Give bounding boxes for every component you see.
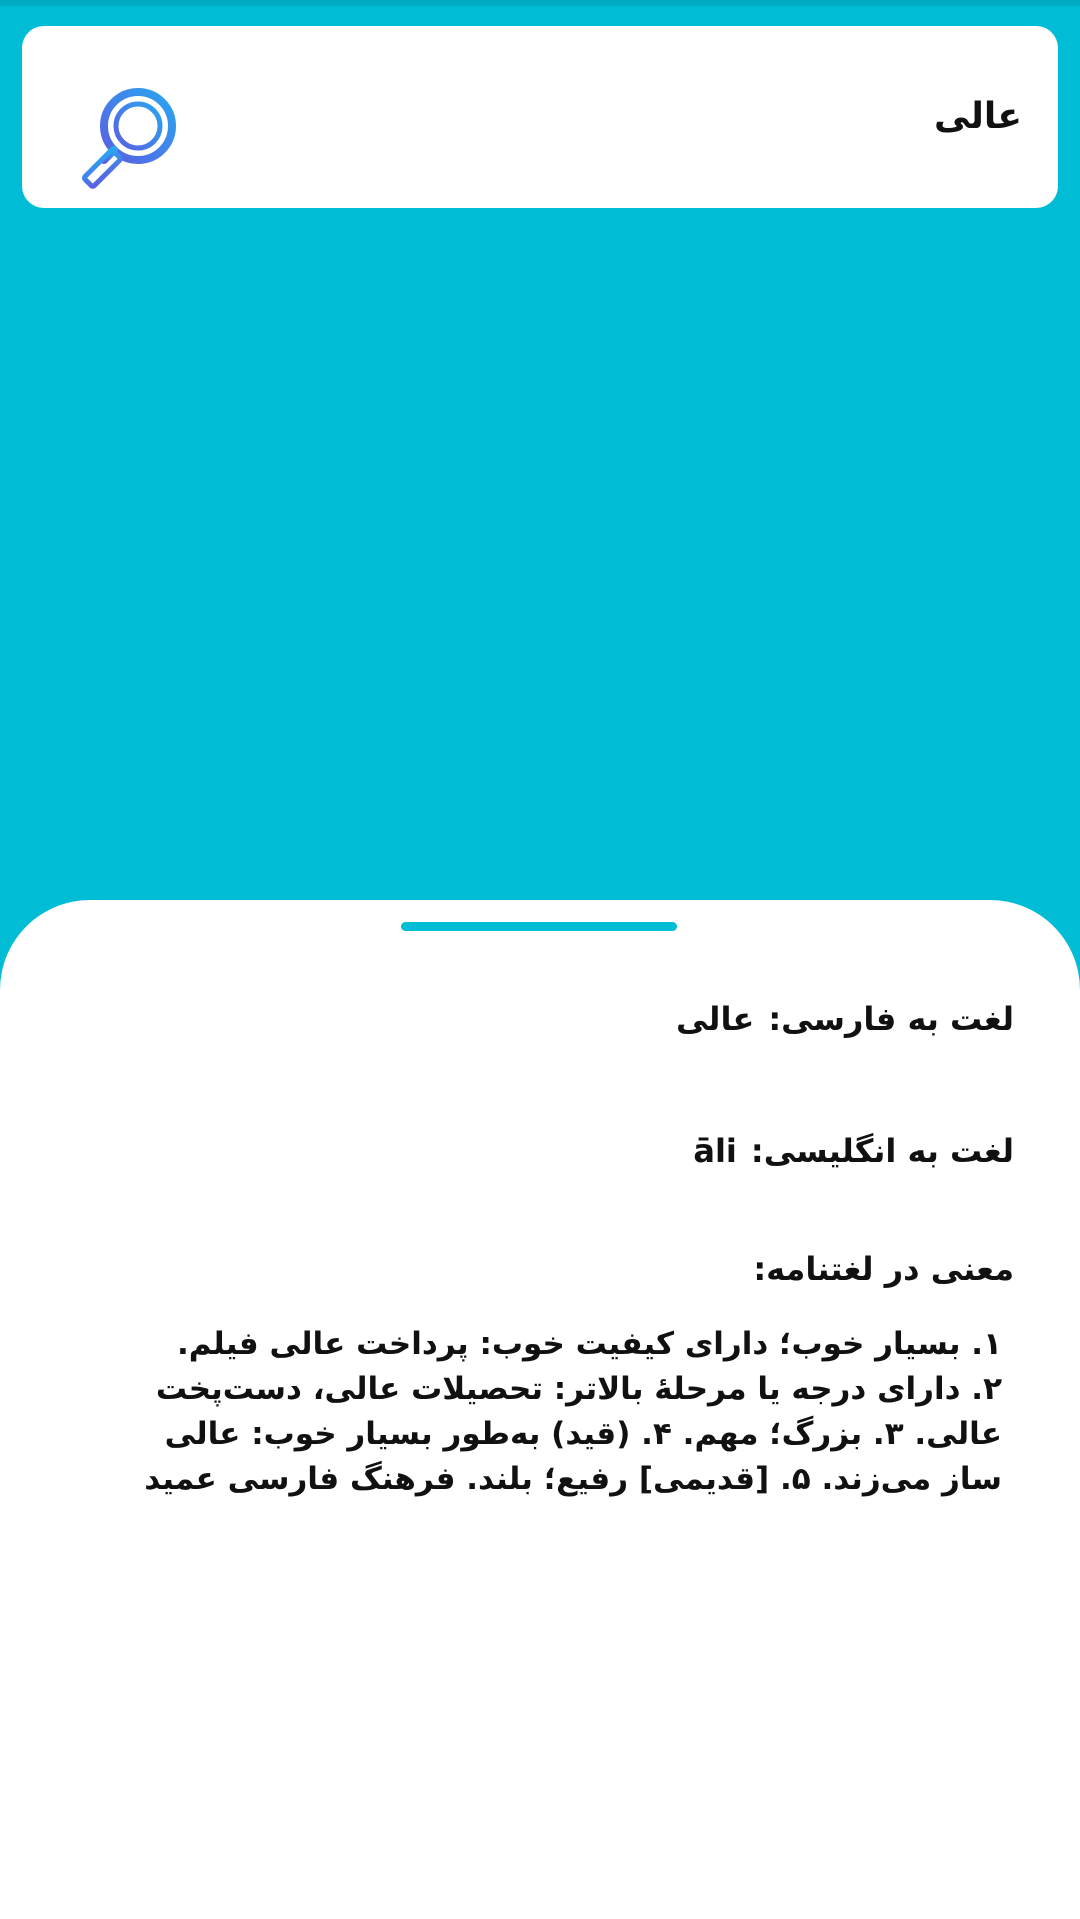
english-word-label: لغت به انگلیسی: [750,1132,1014,1170]
english-word-value: āli [693,1132,737,1170]
search-input[interactable] [212,66,1022,166]
magnifier-icon [72,78,192,198]
persian-word-value: عالی [676,1000,755,1038]
status-bar [0,0,1080,6]
search-bar [22,26,1058,208]
english-word-row [693,1132,1014,1170]
meaning-heading: معنی در لغتنامه: [753,1250,1014,1288]
persian-word-row [676,1000,1014,1038]
search-button[interactable] [72,78,202,208]
definition-text: ۱. بسیار خوب؛ دارای کیفیت خوب: پرداخت عالی فیلم. ۲. دارای درجه یا مرحلهٔ بالاتر: تحصیلات عالی، دست‌پخت عالی. ۳. بزرگ؛ مهم. ۴. (قید) به‌طور بسیار خوب: عالی ساز می‌زند. ۵. [قدیمی] رفیع؛ بلند. فرهنگ فارسی عمید [144,1326,1002,1497]
result-sheet [0,900,1080,1919]
persian-word-label: لغت به فارسی: [768,1000,1014,1038]
drag-handle[interactable] [401,922,677,931]
